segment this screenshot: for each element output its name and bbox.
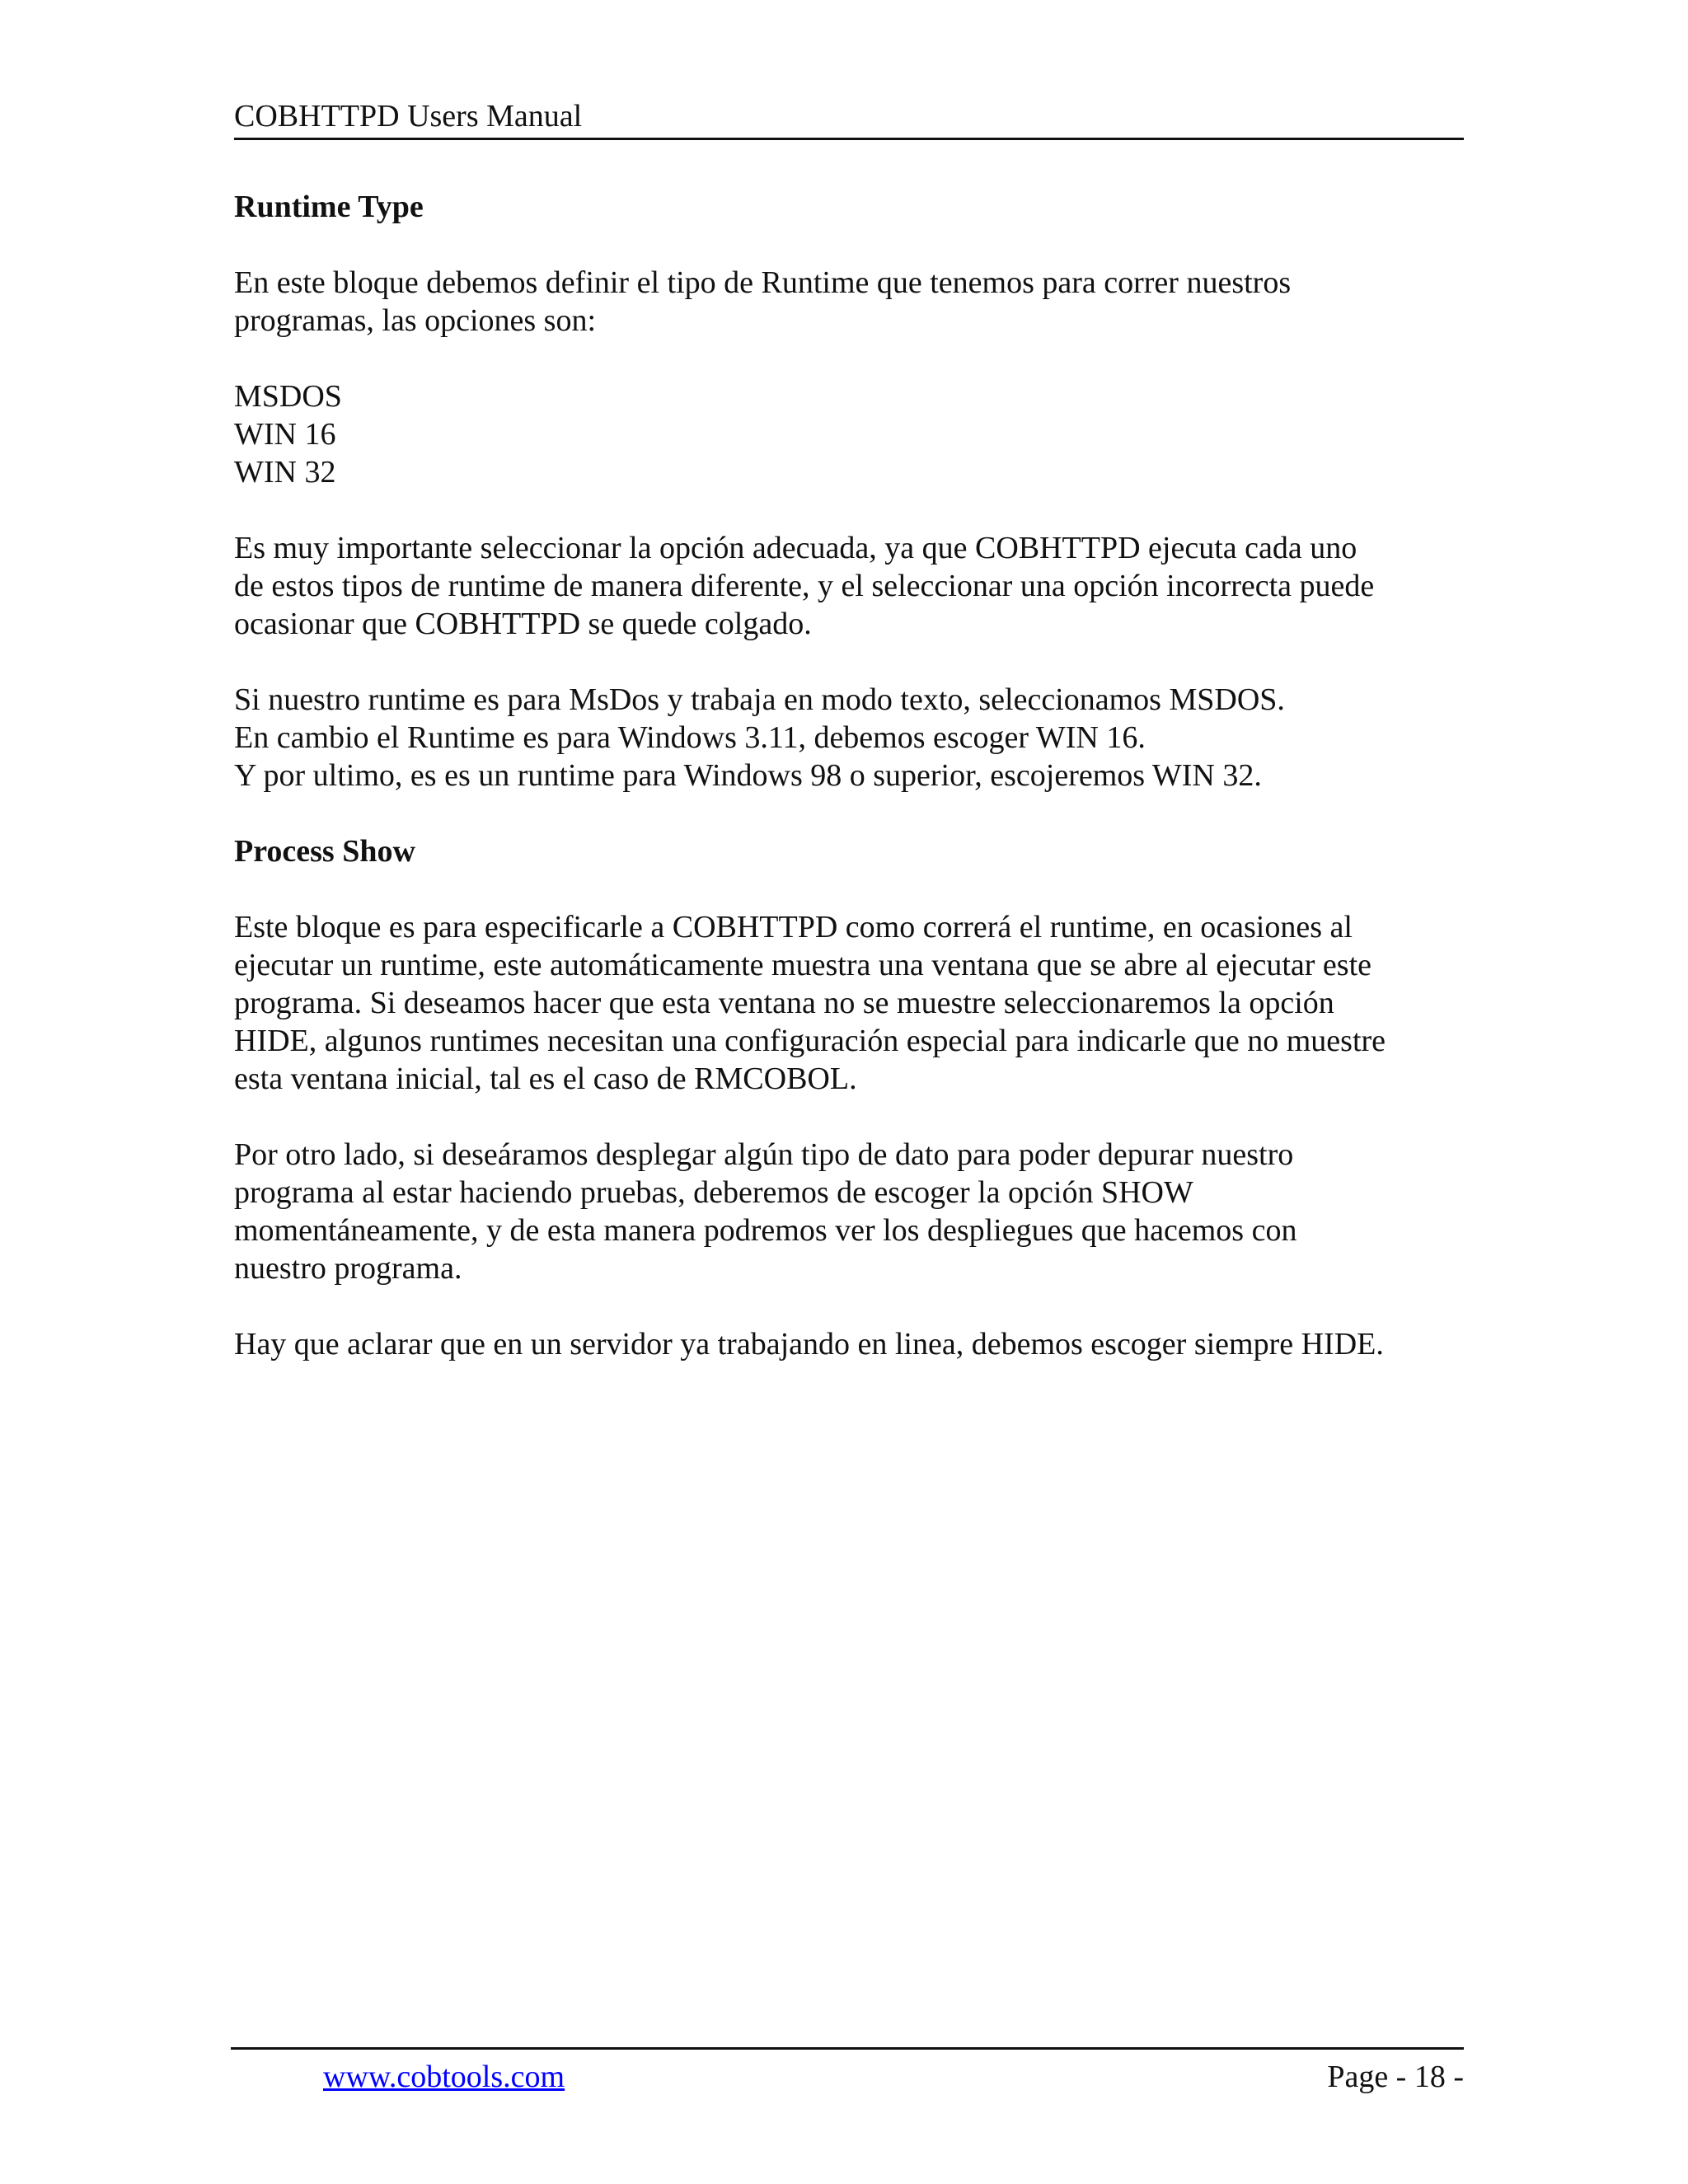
text-line: Es muy importante seleccionar la opción adecuada, ya que COBHTTPD ejecuta cada uno	[234, 531, 1357, 565]
text-line: ejecutar un runtime, este automáticamente muestra una ventana que se abre al ejecutar este	[234, 948, 1372, 982]
text-line: nuestro programa.	[234, 1251, 462, 1286]
text-line: Por otro lado, si deseáramos desplegar algún tipo de dato para poder depurar nuestro	[234, 1137, 1294, 1172]
page-content	[234, 188, 1470, 1401]
text-line: momentáneamente, y de esta manera podremos ver los despliegues que hacemos con	[234, 1213, 1297, 1248]
text-line: esta ventana inicial, tal es el caso de RMCOBOL.	[234, 1062, 857, 1096]
website-link[interactable]: www.cobtools.com	[323, 2060, 565, 2094]
text-line: ocasionar que COBHTTPD se quede colgado.	[234, 607, 812, 641]
text-line: Y por ultimo, es es un runtime para Windows 98 o superior, escojeremos WIN 32.	[234, 758, 1262, 793]
paragraph-process-debug	[234, 1136, 1470, 1287]
page-number: Page - 18 -	[1327, 2060, 1464, 2094]
text-line: Si nuestro runtime es para MsDos y trabaja en modo texto, seleccionamos MSDOS.	[234, 682, 1285, 717]
paragraph-runtime-importance	[234, 529, 1470, 643]
paragraph-runtime-selection	[234, 681, 1470, 794]
page-header	[234, 92, 1464, 140]
text-line: Hay que aclarar que en un servidor ya trabajando en linea, debemos escoger siempre HIDE.	[234, 1327, 1384, 1361]
paragraph-process-description	[234, 908, 1470, 1098]
text-line: Este bloque es para especificarle a COBHTTPD como correrá el runtime, en ocasiones al	[234, 910, 1353, 944]
runtime-options-list	[234, 377, 1470, 491]
section-heading-process-show: Process Show	[234, 834, 415, 869]
runtime-option-win16: WIN 16	[234, 417, 336, 452]
runtime-option-win32: WIN 32	[234, 455, 336, 490]
section-heading-runtime-type: Runtime Type	[234, 190, 424, 224]
text-line: programa. Si deseamos hacer que esta ventana no se muestre seleccionaremos la opción	[234, 986, 1334, 1020]
text-line: En cambio el Runtime es para Windows 3.11, debemos escoger WIN 16.	[234, 720, 1146, 755]
runtime-option-msdos: MSDOS	[234, 379, 342, 414]
text-line: programa al estar haciendo pruebas, deberemos de escoger la opción SHOW	[234, 1175, 1193, 1210]
paragraph-runtime-intro	[234, 264, 1470, 340]
text-line: En este bloque debemos definir el tipo de Runtime que tenemos para correr nuestros	[234, 265, 1292, 300]
paragraph-process-note	[234, 1325, 1470, 1363]
page-footer	[231, 2047, 1464, 2113]
text-line: programas, las opciones son:	[234, 303, 597, 338]
document-title: COBHTTPD Users Manual	[234, 99, 583, 134]
text-line: de estos tipos de runtime de manera diferente, y el seleccionar una opción incorrecta puede	[234, 569, 1375, 603]
text-line: HIDE, algunos runtimes necesitan una configuración especial para indicarle que no muestre	[234, 1024, 1386, 1058]
